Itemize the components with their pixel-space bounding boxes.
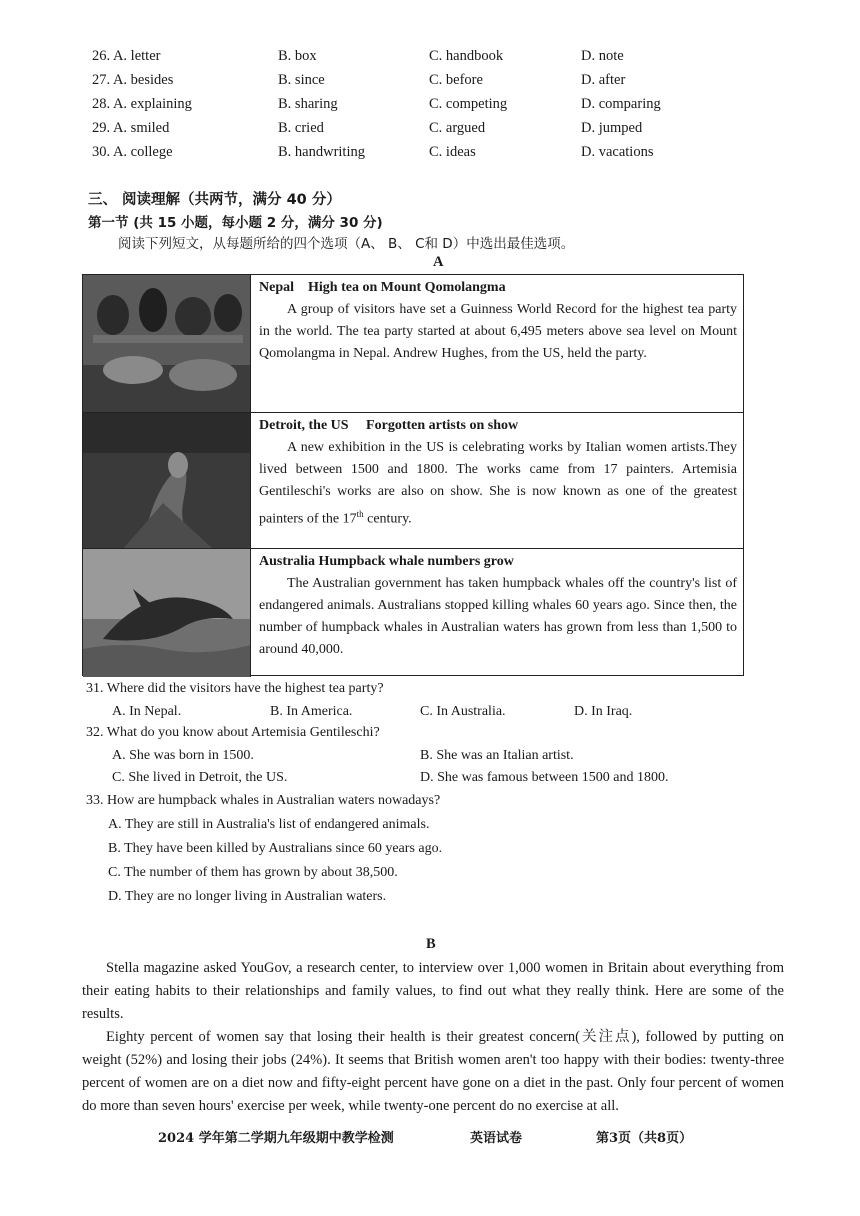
news-body: A group of visitors have set a Guinness World Record for the highest tea party in the world. The tea party started at about 6,495 meters above sea level on Mount Qomolangma in Nepal. Andrew Hughes, from the US, held the party. (259, 302, 737, 361)
question-32-option-b: B. She was an Italian artist. (420, 748, 574, 763)
option-b: B. cried (278, 120, 324, 136)
option-row-29 (92, 120, 812, 142)
news-headline: Nepal High tea on Mount Qomolangma (259, 280, 506, 295)
footer-exam-title: 2024 学年第二学期九年级期中教学检测 (158, 1131, 394, 1146)
option-b: B. since (278, 72, 325, 88)
option-a: A. explaining (112, 96, 192, 112)
option-d: D. after (581, 72, 626, 88)
question-number: 30. (92, 144, 111, 160)
news-table (82, 274, 744, 676)
news-row-nepal (83, 275, 743, 413)
option-row-28 (92, 96, 812, 118)
news-text-australia (259, 551, 737, 661)
footer-subject: 英语试卷 (470, 1131, 523, 1146)
question-number: 28. (92, 96, 111, 112)
news-row-detroit (83, 413, 743, 549)
question-31-option-a: A. In Nepal. (112, 704, 182, 719)
option-d: D. note (581, 48, 624, 64)
passage-a-label: A (433, 254, 444, 270)
question-31-stem: 31. Where did the visitors have the highest tea party? (86, 681, 384, 696)
question-33-option-d: D. They are no longer living in Australian waters. (108, 889, 387, 904)
option-row-26 (92, 48, 812, 70)
option-d: D. comparing (581, 96, 661, 112)
whale-photo-icon (83, 549, 251, 677)
painting-photo-icon (83, 413, 251, 548)
news-row-australia (83, 549, 743, 677)
option-c: C. competing (429, 96, 508, 112)
question-33-option-b: B. They have been killed by Australians since 60 years ago. (108, 841, 443, 856)
option-row-27 (92, 72, 812, 94)
option-b: B. handwriting (278, 144, 365, 160)
news-text-nepal (259, 277, 737, 365)
question-32-option-c: C. She lived in Detroit, the US. (112, 770, 288, 785)
question-33-option-c: C. The number of them has grown by about 38,500. (108, 865, 398, 880)
option-a: A. letter (112, 48, 161, 64)
question-32-option-d: D. She was famous between 1500 and 1800. (420, 770, 669, 785)
question-33-stem: 33. How are humpback whales in Australian waters nowadays? (86, 793, 441, 808)
question-number: 27. (92, 72, 111, 88)
option-b: B. box (278, 48, 317, 64)
passage-b-label: B (426, 936, 436, 952)
news-headline: Australia Humpback whale numbers grow (259, 554, 514, 569)
question-number: 26. (92, 48, 111, 64)
question-number: 29. (92, 120, 111, 136)
question-31-option-c: C. In Australia. (420, 704, 506, 719)
option-row-30 (92, 144, 812, 166)
news-body: A new exhibition in the US is celebrating works by Italian women artists.They lived between 1500 and 1800. The works came from 17 painters. Artemisia Gentileschi's works are also on show. She is now known as one of the greatest painters of the 17th century. (259, 440, 737, 527)
photo-tea-party (83, 275, 251, 412)
question-31-option-b: B. In America. (270, 704, 353, 719)
option-c: C. before (429, 72, 483, 88)
option-a: A. besides (112, 72, 174, 88)
option-a: A. smiled (112, 120, 170, 136)
option-c: C. argued (429, 120, 486, 136)
question-32-stem: 32. What do you know about Artemisia Gentileschi? (86, 725, 380, 740)
instruction: 阅读下列短文，从每题所给的四个选项（A、 B、 C和 D）中选出最佳选项。 (118, 236, 575, 252)
option-d: D. jumped (581, 120, 643, 136)
option-c: C. handbook (429, 48, 504, 64)
passage-b (82, 957, 784, 1118)
passage-b-paragraph-1: Stella magazine asked YouGov, a research center, to interview over 1,000 women in Britain about everything from their eating habits to their relationships and family values, to find out what they really think. Here are some of the results. (82, 960, 784, 1022)
option-c: C. ideas (429, 144, 476, 160)
question-32-option-a: A. She was born in 1500. (112, 748, 254, 763)
news-headline: Detroit, the US Forgotten artists on show (259, 418, 519, 433)
part-title: 第一节 (共 15 小题，每小题 2 分，满分 30 分) (88, 215, 383, 231)
footer-page-number: 第3页（共8页） (596, 1131, 693, 1146)
section-title: 三、 阅读理解（共两节，满分 40 分） (88, 192, 341, 208)
option-b: B. sharing (278, 96, 338, 112)
news-text-detroit (259, 415, 737, 531)
passage-b-paragraph-2: Eighty percent of women say that losing their health is their greatest concern(关注点), followed by putting on weight (52%) and losing their jobs (24%). It seems that British women aren't too happy with their bodies: twenty-three percent of women are on a diet now and fifty-eight percent have gone on a diet in the past. Only four percent of women do more than seven hours' exercise per week, while twenty-one percent do no exercise at all. (82, 1029, 784, 1114)
question-31-option-d: D. In Iraq. (574, 704, 633, 719)
photo-painting (83, 413, 251, 548)
question-33-option-a: A. They are still in Australia's list of endangered animals. (108, 817, 430, 832)
option-a: A. college (112, 144, 173, 160)
news-body: The Australian government has taken humpback whales off the country's list of endangered animals. Australians stopped killing whales 60 years ago. Since then, the number of humpback whales in Australian waters has grown from less than 1,500 to around 40,000. (259, 576, 737, 657)
photo-whale (83, 549, 251, 677)
tea-party-photo-icon (83, 275, 251, 412)
option-d: D. vacations (581, 144, 654, 160)
